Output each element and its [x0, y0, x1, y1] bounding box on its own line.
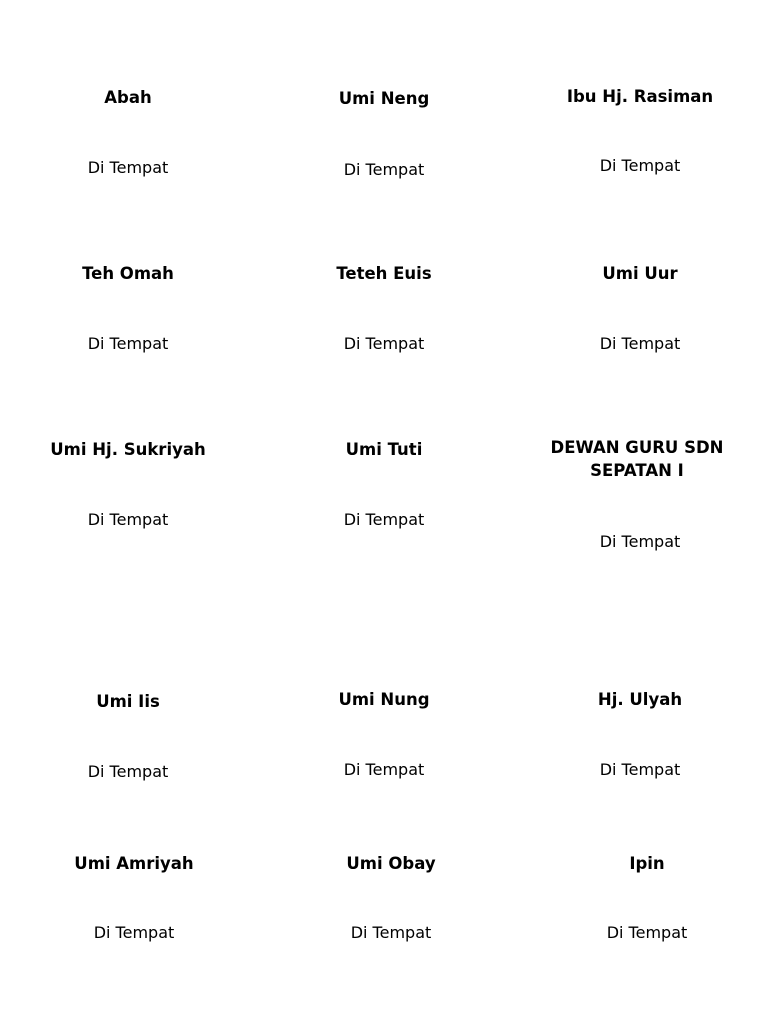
- recipient-name: Ipin: [629, 854, 665, 873]
- recipient-place: Di Tempat: [599, 334, 681, 353]
- recipient-name: Umi Nung: [338, 690, 430, 709]
- recipient-name: Umi Neng: [338, 89, 430, 108]
- recipient-place: Di Tempat: [87, 334, 169, 353]
- recipient-name: Umi Iis: [96, 692, 160, 711]
- recipient-name: Hj. Ulyah: [597, 690, 683, 709]
- recipient-name: Abah: [104, 88, 152, 107]
- recipient-name: Umi Uur: [602, 264, 678, 283]
- recipient-name: Umi Obay: [346, 854, 436, 873]
- recipient-place: Di Tempat: [93, 923, 175, 942]
- recipient-place: Di Tempat: [343, 334, 425, 353]
- recipient-place: Di Tempat: [343, 160, 425, 179]
- recipient-place: Di Tempat: [350, 923, 432, 942]
- recipient-name: Teteh Euis: [336, 264, 432, 283]
- recipient-place: Di Tempat: [606, 923, 688, 942]
- recipient-name: Teh Omah: [82, 264, 174, 283]
- recipient-place: Di Tempat: [87, 762, 169, 781]
- recipient-name: Umi Tuti: [345, 440, 423, 459]
- recipient-place: Di Tempat: [599, 156, 681, 175]
- recipient-name: Ibu Hj. Rasiman: [566, 87, 714, 106]
- recipient-place: Di Tempat: [599, 760, 681, 779]
- recipient-place: Di Tempat: [343, 510, 425, 529]
- recipient-place: Di Tempat: [87, 510, 169, 529]
- recipient-name: Umi Hj. Sukriyah: [50, 440, 206, 459]
- recipient-place: Di Tempat: [599, 532, 681, 551]
- recipient-place: Di Tempat: [343, 760, 425, 779]
- recipient-place: Di Tempat: [87, 158, 169, 177]
- recipient-name: DEWAN GURU SDN SEPATAN I: [550, 438, 724, 480]
- recipient-name: Umi Amriyah: [74, 854, 194, 873]
